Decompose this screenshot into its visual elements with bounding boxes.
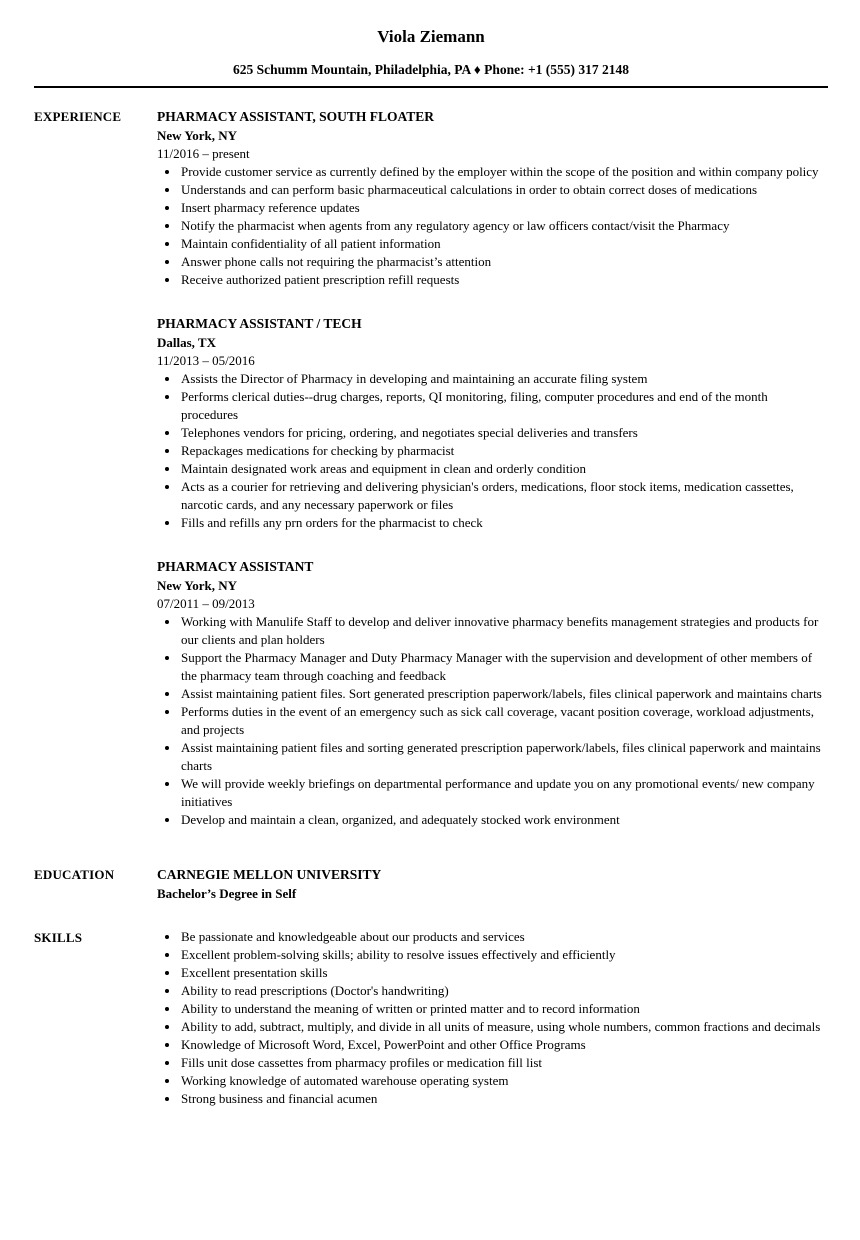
bullet-item: • Receive authorized patient prescription refill requests [180, 271, 828, 289]
bullet-item: • Be passionate and knowledgeable about our products and services [180, 928, 828, 946]
bullet-item: • Understands and can perform basic pharmaceutical calculations in order to obtain correct doses of medications [180, 181, 828, 199]
bullet-item: • Maintain designated work areas and equipment in clean and orderly condition [180, 460, 828, 478]
education-section [34, 865, 828, 903]
job-bullet-list [157, 163, 828, 289]
bullet-item: • Ability to understand the meaning of written or printed matter and to record information [180, 1000, 828, 1018]
experience-section-label: EXPERIENCE [34, 109, 122, 124]
job-entry-2 [157, 314, 828, 532]
bullet-item: • Repackages medications for checking by pharmacist [180, 442, 828, 460]
job-title: PHARMACY ASSISTANT [157, 559, 314, 574]
education-degree: Bachelor’s Degree in Self [157, 886, 297, 901]
job-dates: 07/2011 – 09/2013 [157, 596, 255, 611]
bullet-item: • Fills and refills any prn orders for the pharmacist to check [180, 514, 828, 532]
bullet-item: • We will provide weekly briefings on departmental performance and update you on any promotional events/ new company initiatives [180, 775, 828, 811]
bullet-item: • Knowledge of Microsoft Word, Excel, PowerPoint and other Office Programs [180, 1036, 828, 1054]
skills-section [34, 928, 828, 1108]
bullet-item: • Provide customer service as currently defined by the employer within the scope of the position and within company policy [180, 163, 828, 181]
bullet-item: • Performs clerical duties--drug charges, reports, QI monitoring, filing, computer procedures and end of the month procedures [180, 388, 828, 424]
job-location: New York, NY [157, 128, 238, 143]
bullet-item: • Working knowledge of automated warehouse operating system [180, 1072, 828, 1090]
bullet-item: • Ability to read prescriptions (Doctor's handwriting) [180, 982, 828, 1000]
bullet-item: • Develop and maintain a clean, organized, and adequately stocked work environment [180, 811, 828, 829]
contact-line: 625 Schumm Mountain, Philadelphia, PA ♦ Phone: +1 (555) 317 2148 [232, 62, 630, 77]
skills-section-content [157, 928, 828, 1108]
job-title: PHARMACY ASSISTANT / TECH [157, 316, 362, 331]
job-entry-3 [157, 557, 828, 829]
job-location: Dallas, TX [157, 335, 216, 350]
job-entry-1 [157, 107, 828, 289]
bullet-item: • Insert pharmacy reference updates [180, 199, 828, 217]
candidate-name: Viola Ziemann [377, 27, 485, 46]
bullet-item: • Ability to add, subtract, multiply, and divide in all units of measure, using whole numbers, common fractions and decimals [180, 1018, 828, 1036]
education-school: CARNEGIE MELLON UNIVERSITY [157, 867, 382, 882]
header-divider [34, 86, 828, 88]
bullet-item: • Telephones vendors for pricing, ordering, and negotiates special deliveries and transfers [180, 424, 828, 442]
bullet-item: • Support the Pharmacy Manager and Duty Pharmacy Manager with the supervision and development of other members of the pharmacy team through coaching and feedback [180, 649, 828, 685]
bullet-item: • Fills unit dose cassettes from pharmacy profiles or medication fill list [180, 1054, 828, 1072]
job-dates: 11/2016 – present [157, 146, 250, 161]
job-bullet-list [157, 370, 828, 532]
bullet-item: • Acts as a courier for retrieving and delivering physician's orders, medications, floor stock items, medication cassettes, narcotic cards, and any necessary paperwork or files [180, 478, 828, 514]
bullet-item: • Assists the Director of Pharmacy in developing and maintaining an accurate filing system [180, 370, 828, 388]
bullet-item: • Excellent presentation skills [180, 964, 828, 982]
experience-section [34, 107, 828, 829]
bullet-item: • Maintain confidentiality of all patient information [180, 235, 828, 253]
bullet-item: • Working with Manulife Staff to develop and deliver innovative pharmacy benefits management strategies and products for our clients and plan holders [180, 613, 828, 649]
job-bullet-list [157, 613, 828, 829]
skills-section-label: SKILLS [34, 930, 83, 945]
experience-section-content [157, 107, 828, 829]
job-title: PHARMACY ASSISTANT, SOUTH FLOATER [157, 109, 435, 124]
education-section-label: EDUCATION [34, 867, 115, 882]
skills-bullet-list [157, 928, 828, 1108]
bullet-item: • Assist maintaining patient files. Sort generated prescription paperwork/labels, files clinical paperwork and maintains charts [180, 685, 828, 703]
education-section-content [157, 865, 828, 903]
job-location: New York, NY [157, 578, 238, 593]
job-dates: 11/2013 – 05/2016 [157, 353, 255, 368]
bullet-item: • Assist maintaining patient files and sorting generated prescription paperwork/labels, files clinical paperwork and maintains charts [180, 739, 828, 775]
bullet-item: • Notify the pharmacist when agents from any regulatory agency or law officers contact/visit the Pharmacy [180, 217, 828, 235]
bullet-item: • Excellent problem-solving skills; ability to resolve issues effectively and efficiently [180, 946, 828, 964]
bullet-item: • Strong business and financial acumen [180, 1090, 828, 1108]
bullet-item: • Performs duties in the event of an emergency such as sick call coverage, vacant position coverage, workload adjustments, and projects [180, 703, 828, 739]
bullet-item: • Answer phone calls not requiring the pharmacist’s attention [180, 253, 828, 271]
